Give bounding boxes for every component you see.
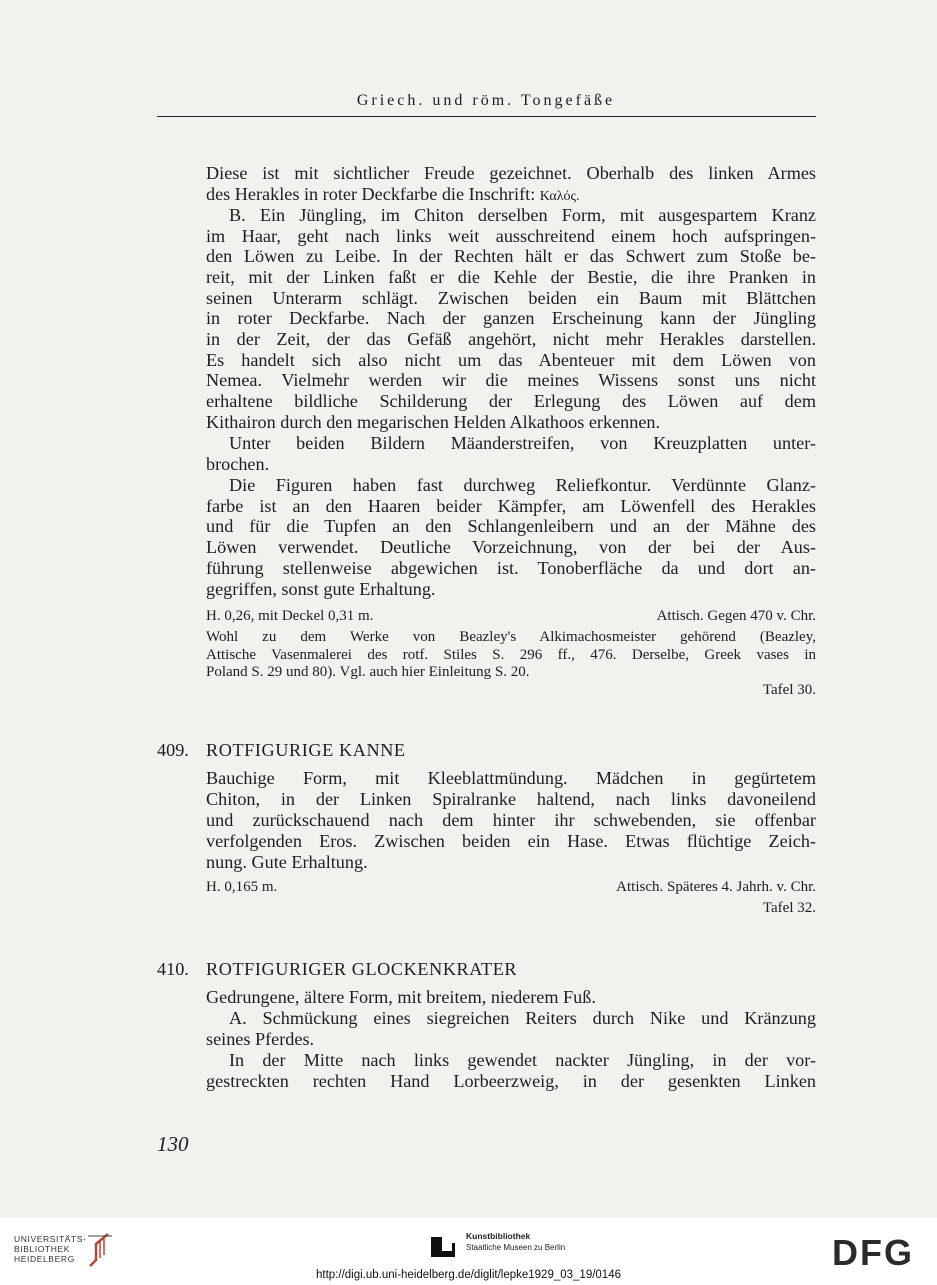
measurements: H. 0,26, mit Deckel 0,31 m. — [206, 608, 374, 624]
text-line: farbe ist an den Haaren beider Kämpfer, am Löwenfell des Herakles — [206, 496, 816, 516]
permalink-url[interactable]: http://digi.ub.uni-heidelberg.de/diglit/lepke1929_03_19/0146 — [316, 1269, 621, 1281]
text-line: seinen Unterarm schlägt. Zwischen beiden ein Baum mit Blättchen — [206, 288, 816, 308]
plate-reference: Tafel 32. — [762, 900, 816, 916]
text-line: und für die Tupfen an den Schlangenleibern und an der Mähne des — [206, 516, 816, 536]
logo-text-line: HEIDELBERG — [14, 1254, 75, 1264]
measurement-row — [206, 879, 816, 896]
text-line: in roter Deckfarbe. Nach der ganzen Erscheinung kann der Jüngling — [206, 308, 816, 328]
catalog-heading: ROTFIGURIGE KANNE — [206, 740, 406, 760]
kunstbibliothek-credit[interactable] — [466, 1231, 565, 1253]
text-line: verfolgenden Eros. Zwischen beiden ein Hase. Etwas flüchtige Zeich- — [206, 831, 816, 851]
uni-seal-icon — [86, 1230, 114, 1268]
page-number: 130 — [157, 1132, 189, 1156]
text-line: den Löwen zu Leibe. In der Rechten hält er das Schwert zum Stoße be- — [206, 246, 816, 266]
measurement-row — [206, 608, 816, 625]
text-line: nung. Gute Erhaltung. — [206, 852, 368, 872]
text-line: Löwen verwendet. Deutliche Vorzeichnung, von der bei der Aus- — [206, 537, 816, 557]
uni-heidelberg-logo[interactable] — [14, 1234, 87, 1264]
logo-text-line: UNIVERSITÄTS- — [14, 1234, 87, 1244]
text-line: A. Schmückung eines siegreichen Reiters durch Nike und Kränzung — [229, 1008, 816, 1028]
measurements: H. 0,165 m. — [206, 879, 278, 895]
text-line: In der Mitte nach links gewendet nackter Jüngling, in der vor- — [229, 1050, 816, 1070]
logo-text-line: BIBLIOTHEK — [14, 1244, 71, 1254]
dating: Attisch. Späteres 4. Jahrh. v. Chr. — [616, 879, 816, 895]
text-line: Unter beiden Bildern Mäanderstreifen, von Kreuzplatten unter- — [229, 433, 816, 453]
text-line: Nemea. Vielmehr werden wir die meines Wissens sonst uns nicht — [206, 370, 816, 390]
text-line: und zurückschauend nach dem hinter ihr schwebenden, sie offenbar — [206, 810, 816, 830]
header-rule — [157, 116, 816, 117]
text-line: Die Figuren haben fast durchweg Reliefkontur. Verdünnte Glanz- — [229, 475, 816, 495]
text-line-part: des Herakles in roter Deckfarbe die Inschrift: — [206, 184, 536, 204]
text-line: Bauchige Form, mit Kleeblattmündung. Mädchen in gegürtetem — [206, 768, 816, 788]
kb-subtitle: Staatliche Museen zu Berlin — [466, 1243, 566, 1252]
note-line: Attische Vasenmalerei des rotf. Stiles S. 296 ff., 476. Derselbe, Greek vases in — [206, 647, 816, 663]
text-line: B. Ein Jüngling, im Chiton derselben Form, mit ausgespartem Kranz — [229, 205, 816, 225]
plate-reference: Tafel 30. — [762, 682, 816, 698]
catalog-heading: ROTFIGURIGER GLOCKENKRATER — [206, 959, 518, 979]
text-line: im Haar, geht nach links weit ausschreitend einem hoch aufspringen- — [206, 226, 816, 246]
catalog-number: 410. — [157, 959, 189, 979]
text-line: reit, mit der Linken faßt er die Kehle der Bestie, die ihre Pranken in — [206, 267, 816, 287]
kb-title: Kunstbibliothek — [466, 1231, 531, 1241]
text-line: seines Pferdes. — [206, 1029, 315, 1049]
text-line: erhaltene bildliche Schilderung der Erlegung des Löwen auf dem — [206, 391, 816, 411]
text-line: führung stellenweise abgewichen ist. Tonoberfläche da und dort an- — [206, 558, 816, 578]
text-line: brochen. — [206, 454, 270, 474]
dfg-logo[interactable]: DFG — [832, 1232, 914, 1273]
text-line: in der Zeit, der das Gefäß angehört, nicht mehr Herakles darstellen. — [206, 329, 816, 349]
dating: Attisch. Gegen 470 v. Chr. — [656, 608, 816, 624]
text-line: Es handelt sich also nicht um das Abenteuer mit dem Löwen von — [206, 350, 816, 370]
text-line: gestreckten rechten Hand Lorbeerzweig, in der gesenkten Linken — [206, 1071, 816, 1091]
text-line: Chiton, in der Linken Spiralranke haltend, nach links davoneilend — [206, 789, 816, 809]
greek-inscription: Καλός. — [539, 189, 580, 204]
note-line: Poland S. 29 und 80). Vgl. auch hier Einleitung S. 20. — [206, 664, 530, 680]
text-line: Gedrungene, ältere Form, mit breitem, niederem Fuß. — [206, 987, 596, 1007]
catalog-number: 409. — [157, 740, 189, 760]
text-line: gegriffen, sonst gute Erhaltung. — [206, 579, 436, 599]
text-line: Kithairon durch den megarischen Helden Alkathoos erkennen. — [206, 412, 661, 432]
running-head: Griech. und röm. Tongefäße — [356, 92, 616, 109]
kunstbibliothek-logo-icon — [428, 1231, 458, 1259]
text-line: Diese ist mit sichtlicher Freude gezeichnet. Oberhalb des linken Armes — [206, 163, 816, 183]
note-line: Wohl zu dem Werke von Beazley's Alkimachosmeister gehörend (Beazley, — [206, 629, 816, 645]
